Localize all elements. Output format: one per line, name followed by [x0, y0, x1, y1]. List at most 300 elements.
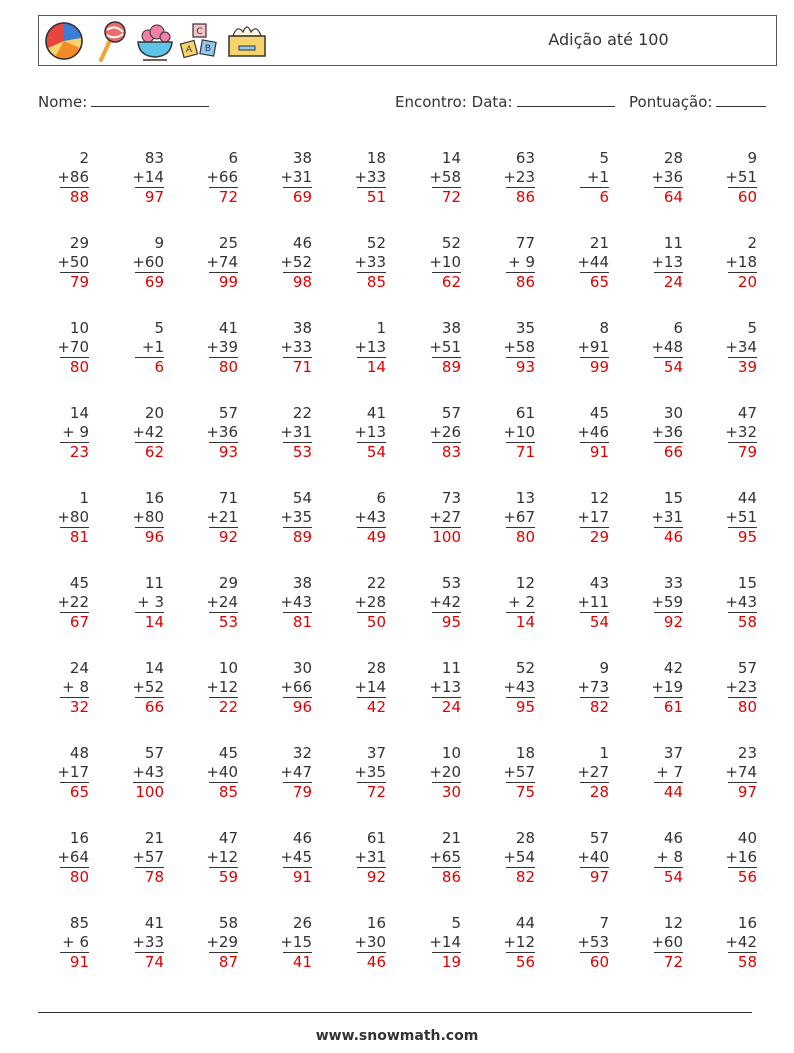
- addition-problem: [114, 149, 164, 207]
- addition-problem: [188, 319, 238, 377]
- addition-problem: [707, 149, 757, 207]
- first-addend: 12: [589, 489, 609, 507]
- svg-text:A: A: [185, 45, 193, 55]
- first-addend: 30: [663, 404, 683, 422]
- first-addend: 29: [69, 234, 89, 252]
- addition-problem: [707, 914, 757, 972]
- addition-problem: [633, 829, 683, 887]
- addition-problem: [39, 319, 89, 377]
- addition-problem: [39, 404, 89, 462]
- addition-problem: [262, 234, 312, 292]
- answer: 28: [580, 782, 609, 802]
- addition-problem: [411, 914, 461, 972]
- answer: 93: [506, 357, 535, 377]
- first-addend: 14: [144, 659, 164, 677]
- first-addend: 9: [747, 149, 757, 167]
- first-addend: 48: [69, 744, 89, 762]
- second-addend: +42: [132, 423, 164, 441]
- first-addend: 83: [144, 149, 164, 167]
- answer: 6: [580, 187, 609, 207]
- addition-problem: [411, 829, 461, 887]
- answer: 14: [506, 612, 535, 632]
- addition-problem: [336, 744, 386, 802]
- second-addend: +40: [206, 763, 238, 781]
- addition-problem: [188, 404, 238, 462]
- second-addend: +74: [725, 763, 757, 781]
- addition-problem: [336, 574, 386, 632]
- second-addend: +11: [577, 593, 609, 611]
- answer: 46: [357, 952, 386, 972]
- addition-problem: [188, 914, 238, 972]
- addition-problem: [411, 319, 461, 377]
- first-addend: 22: [366, 574, 386, 592]
- answer: 60: [728, 187, 757, 207]
- answer: 14: [357, 357, 386, 377]
- answer: 29: [580, 527, 609, 547]
- addition-problem: [114, 659, 164, 717]
- second-addend: +21: [206, 508, 238, 526]
- answer: 86: [432, 867, 461, 887]
- addition-problem: [485, 914, 535, 972]
- answer: 89: [283, 527, 312, 547]
- first-addend: 57: [737, 659, 757, 677]
- second-addend: +13: [429, 678, 461, 696]
- addition-problem: [411, 489, 461, 547]
- answer: 32: [60, 697, 89, 717]
- second-addend: + 8: [62, 678, 89, 696]
- addition-problem: [485, 404, 535, 462]
- second-addend: +20: [429, 763, 461, 781]
- first-addend: 37: [663, 744, 683, 762]
- addition-problem: [633, 744, 683, 802]
- second-addend: +27: [577, 763, 609, 781]
- answer: 72: [432, 187, 461, 207]
- second-addend: +26: [429, 423, 461, 441]
- addition-problem: [39, 149, 89, 207]
- first-addend: 38: [292, 574, 312, 592]
- second-addend: +12: [206, 848, 238, 866]
- addition-problem: [39, 829, 89, 887]
- second-addend: +58: [429, 168, 461, 186]
- first-addend: 16: [737, 914, 757, 932]
- answer: 50: [357, 612, 386, 632]
- addition-problem: [262, 319, 312, 377]
- first-addend: 47: [218, 829, 238, 847]
- addition-problem: [559, 659, 609, 717]
- addition-problem: [114, 404, 164, 462]
- answer: 65: [580, 272, 609, 292]
- first-addend: 28: [663, 149, 683, 167]
- answer: 82: [506, 867, 535, 887]
- answer: 72: [357, 782, 386, 802]
- second-addend: +33: [354, 253, 386, 271]
- first-addend: 1: [599, 744, 609, 762]
- answer: 88: [60, 187, 89, 207]
- answer: 79: [283, 782, 312, 802]
- first-addend: 1: [376, 319, 386, 337]
- second-addend: +66: [280, 678, 312, 696]
- answer: 85: [357, 272, 386, 292]
- answer: 97: [728, 782, 757, 802]
- first-addend: 11: [441, 659, 461, 677]
- addition-problem: [707, 744, 757, 802]
- answer: 69: [135, 272, 164, 292]
- answer: 81: [283, 612, 312, 632]
- first-addend: 46: [663, 829, 683, 847]
- addition-problem: [707, 489, 757, 547]
- second-addend: +1: [586, 168, 609, 186]
- answer: 20: [728, 272, 757, 292]
- second-addend: +51: [725, 168, 757, 186]
- second-addend: +43: [280, 593, 312, 611]
- first-addend: 28: [366, 659, 386, 677]
- addition-problem: [633, 574, 683, 632]
- first-addend: 52: [515, 659, 535, 677]
- second-addend: +30: [354, 933, 386, 951]
- second-addend: +14: [429, 933, 461, 951]
- addition-problem: [188, 829, 238, 887]
- addition-problem: [411, 149, 461, 207]
- answer: 82: [580, 697, 609, 717]
- answer: 98: [283, 272, 312, 292]
- second-addend: +52: [132, 678, 164, 696]
- name-label: Nome:: [38, 93, 88, 111]
- second-addend: +43: [354, 508, 386, 526]
- first-addend: 53: [441, 574, 461, 592]
- answer: 87: [209, 952, 238, 972]
- second-addend: + 3: [137, 593, 164, 611]
- addition-problem: [411, 574, 461, 632]
- first-addend: 21: [144, 829, 164, 847]
- addition-problem: [262, 149, 312, 207]
- second-addend: + 9: [62, 423, 89, 441]
- first-addend: 46: [292, 829, 312, 847]
- addition-problem: [633, 404, 683, 462]
- answer: 89: [432, 357, 461, 377]
- first-addend: 2: [747, 234, 757, 252]
- second-addend: +91: [577, 338, 609, 356]
- addition-problem: [39, 744, 89, 802]
- answer: 97: [580, 867, 609, 887]
- second-addend: +28: [354, 593, 386, 611]
- answer: 83: [432, 442, 461, 462]
- first-addend: 38: [292, 149, 312, 167]
- first-addend: 6: [376, 489, 386, 507]
- first-addend: 16: [366, 914, 386, 932]
- second-addend: +43: [725, 593, 757, 611]
- second-addend: +17: [57, 763, 89, 781]
- first-addend: 21: [589, 234, 609, 252]
- answer: 86: [506, 187, 535, 207]
- first-addend: 77: [515, 234, 535, 252]
- answer: 41: [283, 952, 312, 972]
- first-addend: 61: [515, 404, 535, 422]
- second-addend: +42: [725, 933, 757, 951]
- addition-problem: [707, 234, 757, 292]
- first-addend: 41: [144, 914, 164, 932]
- answer: 80: [60, 357, 89, 377]
- second-addend: +67: [503, 508, 535, 526]
- answer: 86: [506, 272, 535, 292]
- second-addend: +40: [577, 848, 609, 866]
- answer: 24: [654, 272, 683, 292]
- answer: 85: [209, 782, 238, 802]
- second-addend: +35: [280, 508, 312, 526]
- answer: 69: [283, 187, 312, 207]
- svg-text:C: C: [196, 27, 203, 37]
- first-addend: 6: [228, 149, 238, 167]
- answer: 46: [654, 527, 683, 547]
- first-addend: 29: [218, 574, 238, 592]
- first-addend: 47: [737, 404, 757, 422]
- addition-problem: [559, 404, 609, 462]
- addition-problem: [633, 149, 683, 207]
- answer: 58: [728, 612, 757, 632]
- addition-problem: [114, 574, 164, 632]
- second-addend: +35: [354, 763, 386, 781]
- first-addend: 10: [441, 744, 461, 762]
- second-addend: +46: [577, 423, 609, 441]
- addition-problem: [633, 914, 683, 972]
- addition-problem: [559, 744, 609, 802]
- answer: 97: [135, 187, 164, 207]
- first-addend: 24: [69, 659, 89, 677]
- first-addend: 41: [366, 404, 386, 422]
- answer: 30: [432, 782, 461, 802]
- answer: 80: [728, 697, 757, 717]
- answer: 64: [654, 187, 683, 207]
- first-addend: 85: [69, 914, 89, 932]
- addition-problem: [633, 659, 683, 717]
- second-addend: +51: [725, 508, 757, 526]
- second-addend: +80: [132, 508, 164, 526]
- second-addend: +73: [577, 678, 609, 696]
- answer: 65: [60, 782, 89, 802]
- answer: 99: [209, 272, 238, 292]
- addition-problem: [114, 489, 164, 547]
- second-addend: +43: [503, 678, 535, 696]
- addition-problem: [559, 914, 609, 972]
- second-addend: +23: [725, 678, 757, 696]
- answer: 60: [580, 952, 609, 972]
- second-addend: +65: [429, 848, 461, 866]
- answer: 91: [283, 867, 312, 887]
- answer: 71: [506, 442, 535, 462]
- first-addend: 2: [79, 149, 89, 167]
- second-addend: +64: [57, 848, 89, 866]
- second-addend: +18: [725, 253, 757, 271]
- addition-problem: [485, 319, 535, 377]
- second-addend: +31: [280, 423, 312, 441]
- second-addend: +33: [354, 168, 386, 186]
- addition-problem: [188, 744, 238, 802]
- first-addend: 13: [515, 489, 535, 507]
- first-addend: 15: [663, 489, 683, 507]
- answer: 51: [357, 187, 386, 207]
- second-addend: +45: [280, 848, 312, 866]
- addition-problem: [336, 829, 386, 887]
- addition-problem: [262, 404, 312, 462]
- addition-problem: [262, 744, 312, 802]
- addition-problem: [485, 234, 535, 292]
- second-addend: +32: [725, 423, 757, 441]
- addition-problem: [411, 659, 461, 717]
- first-addend: 52: [366, 234, 386, 252]
- second-addend: + 7: [656, 763, 683, 781]
- first-addend: 54: [292, 489, 312, 507]
- answer: 42: [357, 697, 386, 717]
- second-addend: +23: [503, 168, 535, 186]
- addition-problem: [559, 234, 609, 292]
- first-addend: 61: [366, 829, 386, 847]
- svg-text:B: B: [204, 44, 212, 54]
- answer: 78: [135, 867, 164, 887]
- answer: 66: [654, 442, 683, 462]
- first-addend: 22: [292, 404, 312, 422]
- answer: 62: [432, 272, 461, 292]
- second-addend: +36: [206, 423, 238, 441]
- first-addend: 52: [441, 234, 461, 252]
- first-addend: 28: [515, 829, 535, 847]
- addition-problem: [336, 149, 386, 207]
- first-addend: 45: [69, 574, 89, 592]
- addition-problem: [262, 914, 312, 972]
- addition-problem: [633, 319, 683, 377]
- second-addend: +54: [503, 848, 535, 866]
- second-addend: +12: [206, 678, 238, 696]
- first-addend: 57: [441, 404, 461, 422]
- first-addend: 26: [292, 914, 312, 932]
- answer: 95: [432, 612, 461, 632]
- second-addend: +58: [503, 338, 535, 356]
- first-addend: 46: [292, 234, 312, 252]
- second-addend: +31: [651, 508, 683, 526]
- first-addend: 30: [292, 659, 312, 677]
- answer: 19: [432, 952, 461, 972]
- answer: 61: [654, 697, 683, 717]
- addition-problem: [559, 574, 609, 632]
- addition-problem: [485, 829, 535, 887]
- first-addend: 6: [673, 319, 683, 337]
- answer: 91: [580, 442, 609, 462]
- answer: 66: [135, 697, 164, 717]
- first-addend: 33: [663, 574, 683, 592]
- answer: 49: [357, 527, 386, 547]
- answer: 92: [654, 612, 683, 632]
- answer: 59: [209, 867, 238, 887]
- addition-problem: [485, 149, 535, 207]
- addition-problem: [707, 404, 757, 462]
- first-addend: 10: [218, 659, 238, 677]
- addition-problem: [411, 404, 461, 462]
- first-addend: 45: [589, 404, 609, 422]
- second-addend: +12: [503, 933, 535, 951]
- addition-problem: [336, 489, 386, 547]
- first-addend: 15: [737, 574, 757, 592]
- second-addend: +16: [725, 848, 757, 866]
- answer: 14: [135, 612, 164, 632]
- answer: 54: [654, 867, 683, 887]
- second-addend: +39: [206, 338, 238, 356]
- answer: 81: [60, 527, 89, 547]
- first-addend: 38: [441, 319, 461, 337]
- second-addend: + 2: [508, 593, 535, 611]
- first-addend: 10: [69, 319, 89, 337]
- first-addend: 45: [218, 744, 238, 762]
- answer: 91: [60, 952, 89, 972]
- second-addend: +44: [577, 253, 609, 271]
- addition-problem: [188, 234, 238, 292]
- first-addend: 42: [663, 659, 683, 677]
- second-addend: +53: [577, 933, 609, 951]
- addition-problem: [485, 659, 535, 717]
- addition-problem: [707, 574, 757, 632]
- addition-problem: [188, 659, 238, 717]
- second-addend: +17: [577, 508, 609, 526]
- first-addend: 44: [515, 914, 535, 932]
- second-addend: +47: [280, 763, 312, 781]
- first-addend: 32: [292, 744, 312, 762]
- answer: 96: [135, 527, 164, 547]
- answer: 75: [506, 782, 535, 802]
- answer: 99: [580, 357, 609, 377]
- answer: 72: [209, 187, 238, 207]
- second-addend: +42: [429, 593, 461, 611]
- second-addend: +1: [141, 338, 164, 356]
- addition-problem: [485, 489, 535, 547]
- second-addend: + 6: [62, 933, 89, 951]
- answer: 79: [728, 442, 757, 462]
- addition-problem: [707, 659, 757, 717]
- answer: 56: [506, 952, 535, 972]
- first-addend: 57: [218, 404, 238, 422]
- addition-problem: [114, 319, 164, 377]
- second-addend: +80: [57, 508, 89, 526]
- answer: 80: [60, 867, 89, 887]
- addition-problem: [485, 574, 535, 632]
- addition-problem: [39, 659, 89, 717]
- first-addend: 41: [218, 319, 238, 337]
- answer: 100: [432, 528, 461, 546]
- first-addend: 16: [69, 829, 89, 847]
- addition-problem: [633, 489, 683, 547]
- first-addend: 44: [737, 489, 757, 507]
- second-addend: + 8: [656, 848, 683, 866]
- first-addend: 20: [144, 404, 164, 422]
- answer: 67: [60, 612, 89, 632]
- second-addend: +70: [57, 338, 89, 356]
- addition-problem: [39, 914, 89, 972]
- second-addend: +10: [429, 253, 461, 271]
- answer: 53: [209, 612, 238, 632]
- addition-problem: [559, 149, 609, 207]
- addition-problem: [262, 574, 312, 632]
- first-addend: 9: [154, 234, 164, 252]
- addition-problem: [188, 574, 238, 632]
- addition-problem: [336, 914, 386, 972]
- addition-problem: [707, 319, 757, 377]
- answer: 80: [209, 357, 238, 377]
- second-addend: +34: [725, 338, 757, 356]
- second-addend: +15: [280, 933, 312, 951]
- first-addend: 12: [515, 574, 535, 592]
- first-addend: 71: [218, 489, 238, 507]
- second-addend: +24: [206, 593, 238, 611]
- first-addend: 1: [79, 489, 89, 507]
- first-addend: 57: [144, 744, 164, 762]
- answer: 100: [135, 783, 164, 801]
- first-addend: 23: [737, 744, 757, 762]
